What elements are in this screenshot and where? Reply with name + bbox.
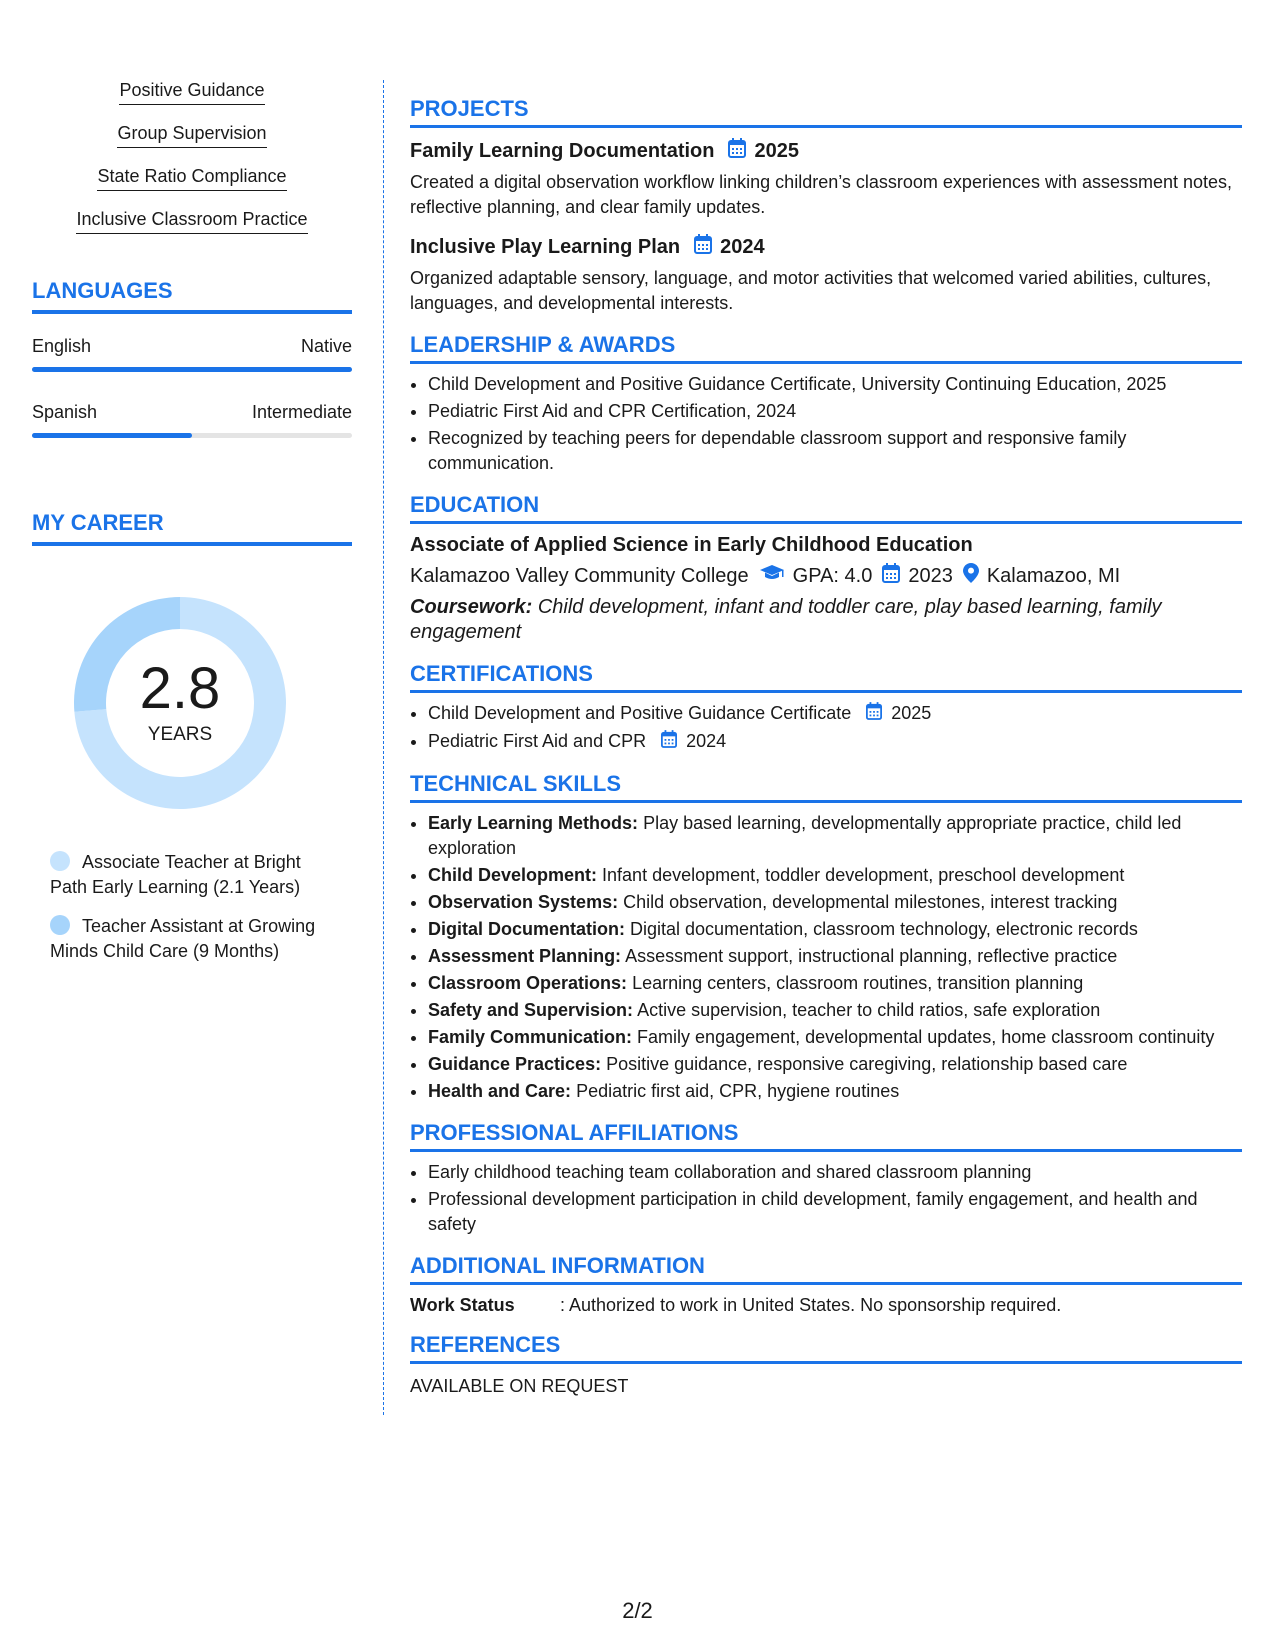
project-title-row	[410, 234, 1242, 260]
language-bar	[32, 433, 352, 438]
skill-label: Guidance Practices:	[428, 1053, 602, 1074]
language-item	[32, 402, 352, 438]
page-number: 2/2	[622, 1598, 653, 1623]
skill-value: Digital documentation, classroom technology, electronic records	[630, 918, 1138, 939]
education-location: Kalamazoo, MI	[986, 564, 1121, 587]
leadership-section	[410, 332, 1242, 476]
language-name: Spanish	[32, 402, 98, 422]
list-item: • Recognized by teaching peers for dependable classroom support and responsive family communication.	[428, 426, 1242, 476]
legend-dot-icon	[50, 851, 70, 871]
list-item: • Early childhood teaching team collaboration and shared classroom planning	[428, 1160, 1242, 1185]
work-status-row	[410, 1295, 1242, 1316]
list-item	[428, 863, 1242, 888]
skill-value: Infant development, toddler development, preschool development	[602, 864, 1125, 885]
language-bar-fill	[32, 367, 352, 372]
skill-value: Active supervision, teacher to child ratios, safe exploration	[637, 999, 1101, 1020]
list-item	[428, 1025, 1242, 1050]
list-item	[428, 1052, 1242, 1077]
skill-tag: State Ratio Compliance	[97, 166, 286, 191]
skill-tag: Group Supervision	[117, 123, 266, 148]
language-level: Native	[300, 336, 352, 356]
list-item	[428, 998, 1242, 1023]
career-role	[50, 914, 320, 964]
skill-value: Positive guidance, responsive caregiving, relationship based care	[606, 1053, 1128, 1074]
certification-name: Child Development and Positive Guidance Certificate	[428, 703, 852, 723]
list-item	[428, 701, 1242, 727]
skill-value: Assessment support, instructional planning, reflective practice	[625, 945, 1118, 966]
skill-label: Classroom Operations:	[428, 972, 628, 993]
coursework	[410, 595, 1242, 645]
technical-skills-heading: TECHNICAL SKILLS	[410, 771, 1242, 803]
list-item	[428, 729, 1242, 755]
language-level: Intermediate	[251, 402, 352, 422]
degree-title: Associate of Applied Science in Early Childhood Education	[410, 534, 973, 556]
affiliations-section	[410, 1120, 1242, 1237]
education-year: 2023	[908, 564, 953, 587]
list-item	[428, 917, 1242, 942]
additional-heading: ADDITIONAL INFORMATION	[410, 1253, 1242, 1285]
skill-label: Child Development:	[428, 864, 598, 885]
certifications-heading: CERTIFICATIONS	[410, 661, 1242, 693]
education-heading: EDUCATION	[410, 492, 1242, 524]
career-heading: MY CAREER	[32, 510, 352, 546]
skill-label: Assessment Planning:	[428, 945, 622, 966]
graduation-cap-icon	[759, 564, 785, 588]
additional-section	[410, 1253, 1242, 1316]
affiliations-heading: PROFESSIONAL AFFILIATIONS	[410, 1120, 1242, 1152]
skill-tag: Positive Guidance	[119, 80, 264, 105]
education-section	[410, 492, 1242, 645]
references-section	[410, 1332, 1242, 1397]
sidebar	[32, 80, 352, 978]
main-content	[410, 96, 1242, 1413]
work-status-value: : Authorized to work in United States. No sponsorship required.	[560, 1294, 1062, 1315]
projects-heading: PROJECTS	[410, 96, 1242, 128]
certification-year: 2025	[891, 703, 932, 723]
calendar-icon	[866, 702, 882, 727]
language-name: English	[32, 336, 92, 356]
technical-skills-section	[410, 771, 1242, 1104]
languages-heading: LANGUAGES	[32, 278, 352, 314]
project-year: 2024	[720, 235, 765, 258]
list-item: • Child Development and Positive Guidance Certificate, University Continuing Education, 2025	[428, 372, 1242, 397]
coursework-text: Child development, infant and toddler care, play based learning, family engagement	[410, 596, 1162, 643]
skill-label: Early Learning Methods:	[428, 812, 639, 833]
references-heading: REFERENCES	[410, 1332, 1242, 1364]
list-item	[428, 1079, 1242, 1104]
references-text: AVAILABLE ON REQUEST	[410, 1375, 629, 1396]
project-description: Created a digital observation workflow linking children’s classroom experiences with assessment notes, reflective planning, and clear family updates.	[410, 172, 1233, 217]
career-role-label: Teacher Assistant at Growing Minds Child Care (9 Months)	[50, 916, 316, 961]
skill-value: Child observation, developmental milestones, interest tracking	[623, 891, 1118, 912]
leadership-list	[410, 372, 1242, 476]
certifications-section	[410, 661, 1242, 755]
career-role	[50, 850, 320, 900]
list-item: • Professional development participation in child development, family engagement, and health and safety	[428, 1187, 1242, 1237]
certification-name: Pediatric First Aid and CPR	[428, 730, 647, 751]
leadership-heading: LEADERSHIP & AWARDS	[410, 332, 1242, 364]
career-total-value: 2.8	[139, 656, 221, 721]
skill-tag: Inclusive Classroom Practice	[76, 209, 307, 234]
language-bar-fill	[32, 433, 192, 438]
certification-year: 2024	[686, 730, 727, 751]
technical-skills-list	[410, 811, 1242, 1104]
skill-value: Learning centers, classroom routines, transition planning	[632, 972, 1084, 993]
project-year: 2025	[754, 139, 799, 162]
list-item	[428, 944, 1242, 969]
project-title: Family Learning Documentation	[410, 139, 715, 162]
projects-section	[410, 96, 1242, 316]
skill-label: Observation Systems:	[428, 891, 619, 912]
project-title-row	[410, 138, 1242, 164]
calendar-icon	[694, 234, 712, 260]
skill-tags	[32, 80, 352, 234]
skill-label: Health and Care:	[428, 1080, 572, 1101]
certifications-list	[410, 701, 1242, 755]
school-name: Kalamazoo Valley Community College	[410, 564, 749, 587]
skill-label: Digital Documentation:	[428, 918, 625, 939]
legend-dot-icon	[50, 915, 70, 935]
career-total-unit: YEARS	[147, 724, 213, 745]
language-bar	[32, 367, 352, 372]
career-legend	[32, 850, 352, 964]
map-pin-icon	[963, 563, 979, 589]
project-title: Inclusive Play Learning Plan	[410, 235, 681, 258]
skill-value: Play based learning, developmentally appropriate practice, child led exploration	[428, 812, 1182, 858]
calendar-icon	[882, 563, 900, 589]
list-item	[428, 971, 1242, 996]
career-donut	[67, 590, 293, 816]
skill-value: Family engagement, developmental updates, home classroom continuity	[637, 1026, 1215, 1047]
skill-label: Family Communication:	[428, 1026, 633, 1047]
calendar-icon	[728, 138, 746, 164]
project-description: Organized adaptable sensory, language, and motor activities that welcomed varied abilities, cultures, languages, and developmental interests.	[410, 268, 1212, 313]
affiliations-list	[410, 1160, 1242, 1237]
language-item	[32, 336, 352, 372]
list-item	[428, 890, 1242, 915]
skill-value: Pediatric first aid, CPR, hygiene routines	[576, 1080, 900, 1101]
column-divider	[383, 80, 384, 1415]
list-item: • Pediatric First Aid and CPR Certification, 2024	[428, 399, 1242, 424]
list-item	[428, 811, 1242, 861]
gpa: GPA: 4.0	[792, 564, 873, 587]
calendar-icon	[661, 730, 677, 755]
education-meta	[410, 563, 1242, 589]
career-donut-center	[67, 590, 293, 816]
skill-label: Safety and Supervision:	[428, 999, 634, 1020]
work-status-label: Work Status	[410, 1294, 515, 1315]
career-role-label: Associate Teacher at Bright Path Early Learning (2.1 Years)	[50, 852, 301, 897]
coursework-label: Coursework:	[410, 596, 533, 618]
